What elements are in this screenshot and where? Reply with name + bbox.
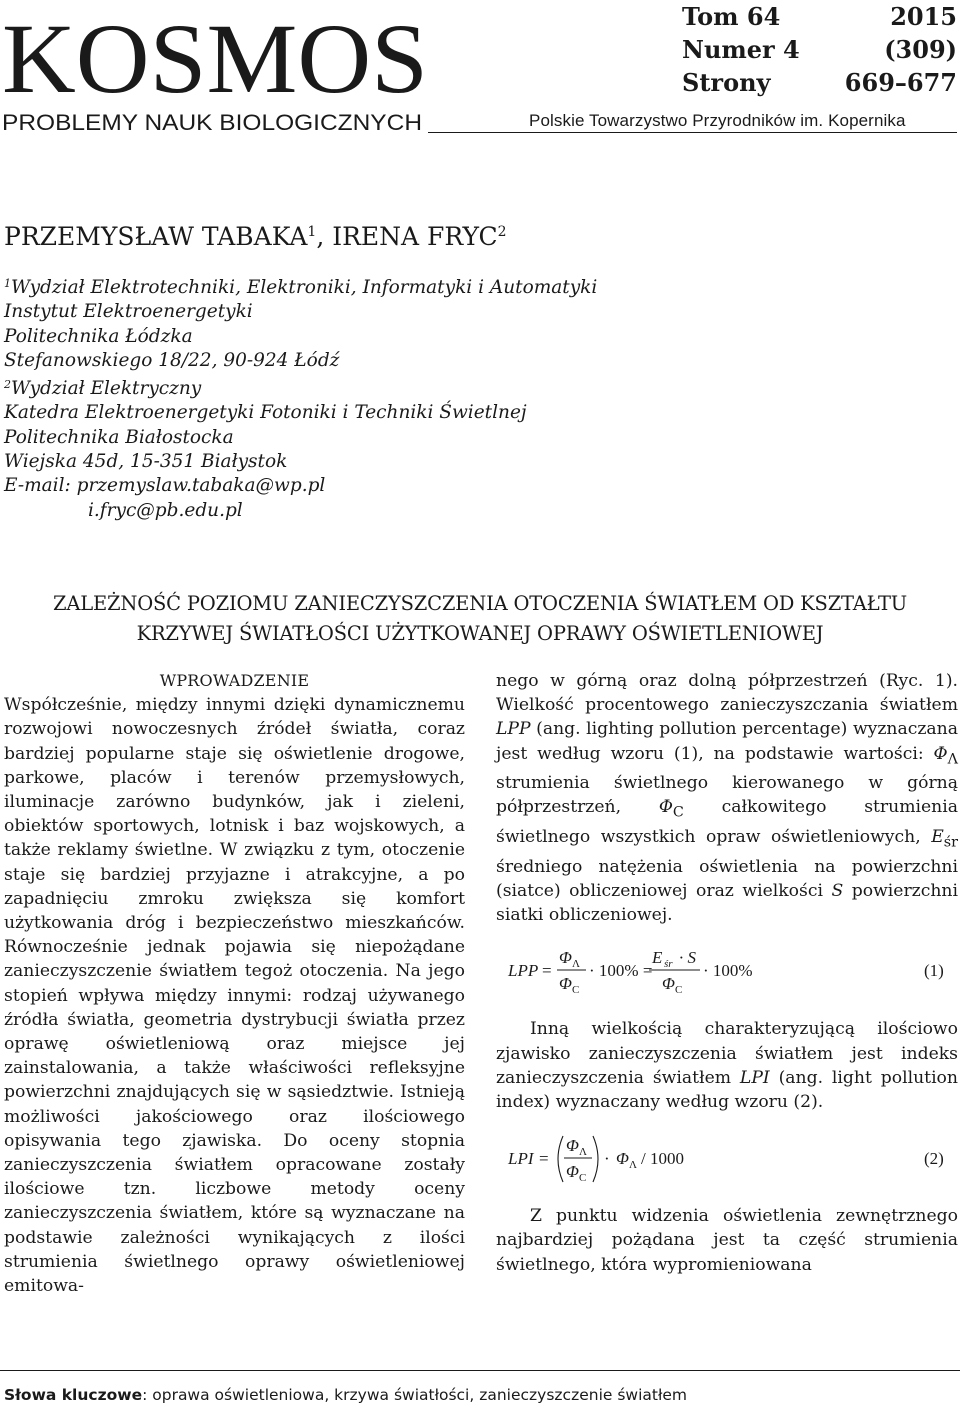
- affil-1-line-3: Politechnika Łódzka: [4, 325, 193, 347]
- p2-text-d: całkowitego strumienia świetlnego wszystkich opraw oświetleniowych,: [496, 797, 958, 848]
- formula-1-num1: Φ: [559, 948, 572, 968]
- issue-number-value: (309): [884, 35, 957, 64]
- formula-1-graphic: [496, 937, 958, 1007]
- formula-1-num2-rest: · S: [679, 948, 696, 968]
- formula-1-number: (1): [924, 961, 944, 981]
- affil-1-line-1-text: Wydział Elektrotechniki, Elektroniki, Informatyki i Automatyki: [11, 277, 598, 298]
- p2-text-g: powierzchni siatki obliczeniowej.: [496, 880, 958, 926]
- issue-number-label: Numer 4: [682, 35, 800, 64]
- p3-lpi: LPI: [739, 1067, 770, 1088]
- p3-text-a: Inną wielkością charakteryzującą ilościowo zjawisko zanieczyszczenia światłem jest indeks zanieczyszczenia światłem: [496, 1019, 958, 1088]
- issue-info: [682, 0, 957, 99]
- p2-s: S: [831, 880, 844, 901]
- issue-pages-row: [682, 66, 957, 99]
- paragraph-3: [496, 1017, 958, 1114]
- issue-volume: Tom 64: [682, 2, 781, 31]
- article-title-line-1: ZALEŻNOŚĆ POZIOMU ZANIECZYSZCZENIA OTOCZENIA ŚWIATŁEM OD KSZTAŁTU: [53, 592, 907, 615]
- formula-2-phi-sub: Λ: [629, 1159, 637, 1172]
- author-separator: ,: [316, 222, 333, 251]
- formula-1-lhs: LPP: [508, 961, 539, 981]
- formula-2-num-sub: Λ: [579, 1146, 587, 1159]
- author-2: IRENA FRYC: [332, 222, 498, 251]
- p2-text-c: strumienia świetlnego kierowanego w górną półprzestrzeń,: [496, 773, 958, 818]
- affil-2-line-2: Katedra Elektroenergetyki Fotoniki i Techniki Świetlnej: [4, 402, 527, 424]
- author-1-sup: 1: [307, 224, 317, 240]
- formula-2-lhs: LPI: [508, 1149, 534, 1169]
- formula-2-left-paren: [558, 1136, 563, 1182]
- email-2[interactable]: i.fryc@pb.edu.pl: [88, 499, 243, 521]
- paragraph-1: Współcześnie, między innymi dzięki dynamicznemu rozwojowi nowoczesnych źródeł światła, coraz bardziej popularne staje się oświetlenie drogowe, parkowe, placów i terenów przemysłowych, iluminacje zarówno budynków, jak i zieleni, obiektów sportowych, lotnisk i baz wojskowych, a także reklamy świetlne. W związku z tym, otoczenie staje się bardziej przyjazne i atrakcyjne, a po zapadnięciu zmroku zwiększa się komfort użytkowania dróg i bezpieczeństwo mieszkańców. Równocześnie jednak pojawia się niepożądane zanieczyszczenie światłem tegoż otoczenia. Na jego stopień wpływa między innymi: rodzaj używanego źródła światła, geometria dystrybucji światła przez oprawę oświetleniową oraz miejsce jej zainstalowania, a także właściwości refleksyjne powierzchni znajdujących się w sąsiedztwie. Istnieją możliwości jakościowego oraz ilościowego opisywania tego zjawiska. Do oceny stopnia zanieczyszczenia światłem opracowane zostały ilościowe tzn. liczbowe metody oceny zanieczyszczenia światłem, które są wyznaczane na podstawie zależności wynikających z ilości strumienia świetlnego oprawy oświetleniowej emitowa-: [4, 695, 465, 1297]
- author-list: [4, 222, 507, 251]
- p2-text-b: (ang. lighting pollution percentage) wyznaczana jest według wzoru (1), na podstawie wartości:: [496, 719, 958, 764]
- society-name: Polskie Towarzystwo Przyrodników im. Kopernika: [529, 111, 906, 130]
- issue-year: 2015: [890, 2, 957, 31]
- affil-2-line-1-text: Wydział Elektryczny: [11, 378, 202, 400]
- formula-2-eq: =: [539, 1149, 549, 1169]
- journal-name: KOSMOS: [2, 18, 428, 114]
- affil-1-line-2: Instytut Elektroenergetyki: [4, 301, 253, 323]
- formula-1: [496, 937, 958, 1007]
- author-2-sup: 2: [497, 224, 507, 240]
- formula-1-eq: =: [542, 961, 552, 981]
- keywords: [4, 1386, 687, 1404]
- journal-logo: [2, 18, 442, 138]
- body-column-left: [4, 669, 465, 1298]
- p3-text-b: (ang. light pollution index) wyznaczany według wzoru (2).: [496, 1067, 958, 1112]
- formula-1-den2-sub: C: [675, 984, 683, 997]
- issue-volume-row: [682, 0, 957, 33]
- p2-sub-c: C: [672, 804, 684, 821]
- p2-text-f: średniego natężenia oświetlenia na powierzchni (siatce) obliczeniowej oraz wielkości: [496, 856, 958, 901]
- footer-divider: [0, 1370, 960, 1371]
- header-divider: [428, 132, 957, 133]
- author-1: PRZEMYSŁAW TABAKA: [4, 222, 308, 251]
- affil-2-line-1: [4, 373, 597, 401]
- p2-lpp: LPP: [496, 719, 531, 740]
- formula-1-num1-sub: Λ: [572, 958, 580, 971]
- affil-1-line-1: [4, 272, 597, 300]
- issue-pages-value: 669–677: [844, 68, 957, 97]
- formula-2-phi: Φ: [616, 1149, 629, 1169]
- formula-2-div: / 1000: [641, 1149, 684, 1169]
- formula-2-den: Φ: [566, 1162, 579, 1182]
- p2-phi-lambda: Φ: [933, 743, 948, 764]
- affil-1-line-4: Stefanowskiego 18/22, 90-924 Łódź: [4, 349, 340, 371]
- body-column-right: [496, 669, 958, 1277]
- affil-2-sup: 2: [4, 378, 11, 392]
- article-title: [0, 589, 960, 649]
- p2-sub-lambda: Λ: [947, 751, 958, 768]
- formula-1-den1-sub: C: [572, 984, 580, 997]
- issue-number-row: [682, 33, 957, 66]
- keywords-label: Słowa kluczowe: [4, 1386, 143, 1404]
- paragraph-2: [496, 669, 958, 927]
- formula-2: [496, 1124, 958, 1194]
- affil-2-line-4: Wiejska 45d, 15-351 Białystok: [4, 451, 288, 473]
- journal-subtitle: PROBLEMY NAUK BIOLOGICZNYCH: [2, 110, 422, 135]
- formula-2-num: Φ: [566, 1136, 579, 1156]
- affil-1-sup: 1: [4, 277, 11, 290]
- affil-2-line-3: Politechnika Białostocka: [4, 426, 234, 448]
- paragraph-4: Z punktu widzenia oświetlenia zewnętrznego najbardziej pożądana jest ta część strumienia świetlnego, która wypromieniowana: [496, 1206, 958, 1275]
- formula-1-num2-sub: śr: [664, 958, 673, 971]
- issue-pages-label: Strony: [682, 68, 771, 97]
- formula-1-mult1: · 100% =: [589, 961, 653, 981]
- email-1[interactable]: E-mail: przemyslaw.tabaka@wp.pl: [4, 475, 326, 497]
- formula-1-den1: Φ: [559, 974, 572, 994]
- formula-2-den-sub: C: [579, 1172, 587, 1185]
- formula-1-num2-e: E: [652, 948, 663, 968]
- p2-text-a: nego w górną oraz dolną półprzestrzeń (Ryc. 1). Wielkość procentowego zanieczyszczania światłem: [496, 671, 958, 716]
- formula-1-mult2: · 100%: [703, 961, 753, 981]
- journal-logo-graphic: [2, 18, 442, 138]
- affiliations: [4, 272, 597, 523]
- formula-1-den2: Φ: [662, 974, 675, 994]
- formula-2-mult: ·: [604, 1149, 610, 1169]
- formula-2-number: (2): [924, 1149, 944, 1169]
- p2-sub-sr: śr: [943, 834, 958, 851]
- section-heading: WPROWADZENIE: [159, 671, 310, 690]
- formula-2-right-paren: [593, 1136, 598, 1182]
- p2-phi-c: Φ: [658, 797, 673, 818]
- keywords-text: : oprawa oświetleniowa, krzywa światłości, zanieczyszczenie światłem: [142, 1386, 688, 1404]
- article-title-line-2: KRZYWEJ ŚWIATŁOŚCI UŻYTKOWANEJ OPRAWY OŚWIETLENIOWEJ: [136, 622, 824, 645]
- p2-e: E: [931, 827, 944, 848]
- formula-2-graphic: [496, 1124, 958, 1194]
